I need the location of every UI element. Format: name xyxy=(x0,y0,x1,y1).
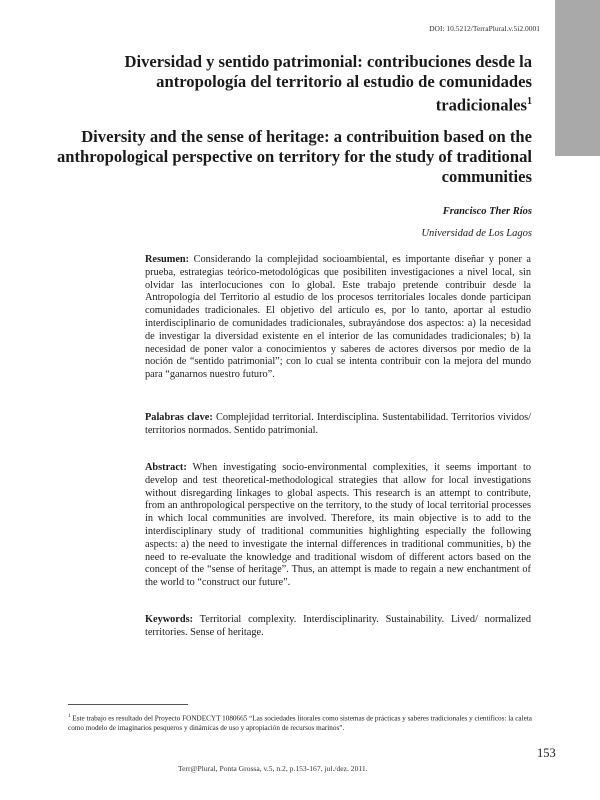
resumen-paragraph xyxy=(145,254,531,382)
keywords-label: Keywords: xyxy=(145,614,194,625)
journal-citation: Terr@Plural, Ponta Grossa, v.5, n.2, p.153-167, jul./dez. 2011. xyxy=(178,764,368,773)
footnote xyxy=(68,712,532,733)
title-footnote-mark: 1 xyxy=(527,96,532,107)
title-english: Diversity and the sense of heritage: a contribuition based on the anthropological perspective on territory for the study of traditional communities xyxy=(56,127,532,186)
author-name: Francisco Ther Ríos xyxy=(442,206,532,217)
palabras-clave-text: Complejidad territorial. Interdisciplina. Sustentabilidad. Territorios vividos/ territorios normados. Sentido patrimonial. xyxy=(145,412,531,436)
footnote-mark: 1 xyxy=(68,714,71,719)
abstract-text: When investigating socio-environmental complexities, it seems important to develop and test theoretical-methodological strategies that allow for local investigations without disregarding linkages to global aspects. This research is an attempt to contribute, from an anthropological perspective on the territory, to the study of local territorial processes in which local communities are involved. Therefore, its main objective is to add to the interdisciplinary study of traditional communities highlighting especially the following aspects: a) the need to investigate the internal differences in traditional communities, b) the need to re-evaluate the knowledge and traditional wisdom of different actors based on the concept of the “sense of heritage”. Thus, an attempt is made to regain a new enchantment of the world to “construct our future”. xyxy=(145,462,531,589)
palabras-clave-paragraph xyxy=(145,412,531,438)
palabras-clave-label: Palabras clave: xyxy=(145,412,213,423)
title-spanish-text: Diversidad y sentido patrimonial: contribuciones desde la antropología del territorio al estudio de comunidades tradicionales xyxy=(124,52,532,115)
keywords-paragraph xyxy=(145,614,531,640)
resumen-text: Considerando la complejidad socioambiental, es importante diseñar y poner a prueba, estrategias teórico-metodológicas que posibiliten investigaciones a nivel local, sin olvidar las interlocuciones con lo global. Este trabajo pretende contribuir desde la Antropología del Territorio al estudio de los procesos territoriales locales donde participan comunidades tradicionales. El objetivo del artículo es, por lo tanto, aportar al estudio interdisciplinario de comunidades tradicionales, subrayándose dos aspectos: a) la necesidad de investigar la diversidad existente en el interior de las comunidades tradicionales; b) la necesidad de poner valor a conocimientos y saberes de actores diversos por medio de la noción de “sentido patrimonial”; con lo cual se intenta contribuir con la mejora del mundo para “ganarnos nuestro futuro”. xyxy=(145,254,531,381)
resumen-label: Resumen: xyxy=(145,254,190,265)
abstract-label: Abstract: xyxy=(145,462,187,473)
title-spanish xyxy=(102,52,532,116)
keywords-text: Territorial complexity. Interdisciplinarity. Sustainability. Lived/ normalized territories. Sense of heritage. xyxy=(145,614,531,638)
footnote-text: Este trabajo es resultado del Proyecto FONDECYT 1080665 “Las sociedades litorales como sistemas de prácticas y saberes tradicionales y científicos: la caleta como modelo de imaginarios pesqueros y dinámicas de uso y apropiación de recursos marinos”. xyxy=(68,714,532,733)
author-affiliation: Universidad de Los Lagos xyxy=(421,228,532,239)
doi-text: DOI: 10.5212/TerraPlural.v.5i2.0001 xyxy=(429,24,540,33)
footnote-divider xyxy=(68,704,188,705)
page-number: 153 xyxy=(537,746,556,760)
abstract-paragraph xyxy=(145,462,531,590)
side-tab-marker xyxy=(555,0,600,156)
